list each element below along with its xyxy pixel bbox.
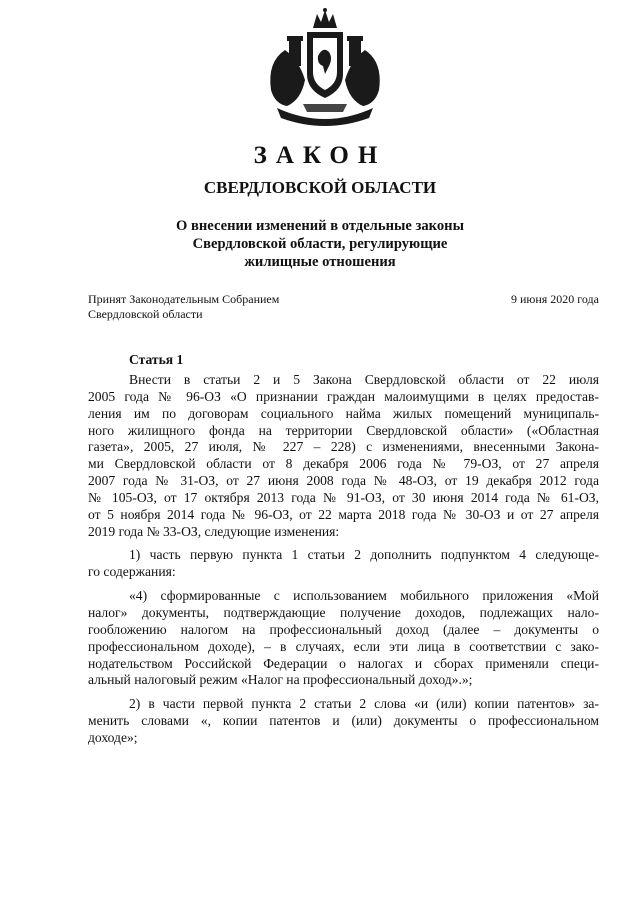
paragraph-line: ного жилищного фонда на территории Свердловской области» («Областная [88, 422, 599, 438]
article-paragraph [88, 696, 599, 747]
subtitle-line: О внесении изменений в отдельные законы [176, 218, 464, 234]
paragraph-line: гообложению налогом на профессиональный доход (далее – документы о [88, 621, 599, 637]
paragraph-line: го содержания: [88, 564, 176, 580]
paragraph-line: 2019 года № 33-ОЗ, следующие изменения: [88, 523, 340, 539]
article-paragraph [88, 547, 599, 581]
paragraph-line: Внести в статьи 2 и 5 Закона Свердловской области от 22 июля [129, 372, 599, 387]
paragraph-line: 2) в части первой пункта 2 статьи 2 слова «и (или) копии патентов» за- [129, 696, 599, 712]
article-heading: Статья 1 [129, 352, 184, 367]
paragraph-line: от 5 ноября 2014 года № 96-ОЗ, от 22 марта 2018 года № 30-ОЗ и от 27 апреля [88, 506, 599, 522]
subtitle-line: жилищные отношения [244, 254, 396, 270]
paragraph-line: менить словами «, копии патентов и (или) документы о профессиональном [88, 713, 599, 729]
paragraph-line: доходе»; [88, 729, 138, 745]
article-paragraph [88, 588, 599, 689]
paragraph-line: ления им по договорам социального найма жилых помещений муниципаль- [88, 405, 599, 421]
subtitle-line: Свердловской области, регулирующие [192, 236, 448, 252]
adoption-line: Принят Законодательным Собранием [88, 292, 280, 306]
adoption-line: Свердловской области [88, 306, 203, 321]
paragraph-line: нодательством Российской Федерации о налогах и сборах применяли специ- [88, 655, 599, 671]
coat-of-arms-icon [263, 8, 387, 128]
paragraph-line: 2005 года № 96-ОЗ «О признании граждан малоимущими в целях предостав- [88, 388, 599, 404]
paragraph-line: налог» документы, подтверждающие получение доходов, подлежащих нало- [88, 604, 599, 620]
paragraph-line: 1) часть первую пункта 1 статьи 2 дополнить подпунктом 4 следующе- [129, 547, 599, 563]
adoption-body [88, 292, 279, 321]
law-subtitle [120, 217, 520, 271]
region-title: СВЕРДЛОВСКОЙ ОБЛАСТИ [203, 178, 437, 197]
paragraph-line: № 105-ОЗ, от 17 октября 2013 года № 91-ОЗ, от 30 июня 2014 года № 61-ОЗ, [88, 489, 599, 505]
paragraph-line: ми Свердловской области от 8 декабря 2006 года № 79-ОЗ, от 27 апреля [88, 456, 599, 472]
article-paragraph [88, 372, 599, 540]
paragraph-line: 2007 года № 31-ОЗ, от 27 июня 2008 года № 48-ОЗ, от 19 декабря 2012 года [88, 473, 599, 489]
paragraph-line: профессиональном доходе), – в случаях, если эти лица в соответствии с зако- [88, 638, 599, 654]
paragraph-line: «4) сформированные с использованием мобильного приложения «Мой [129, 588, 599, 604]
adoption-date: 9 июня 2020 года [510, 292, 599, 306]
paragraph-line: газета», 2005, 27 июля, № 227 – 228) с изменениями, внесенными Закона- [88, 439, 599, 455]
document-type-title: ЗАКОН [253, 142, 387, 169]
article-body [88, 372, 599, 754]
paragraph-line: альный налоговый режим «Налог на профессиональный доход».»; [88, 672, 473, 688]
